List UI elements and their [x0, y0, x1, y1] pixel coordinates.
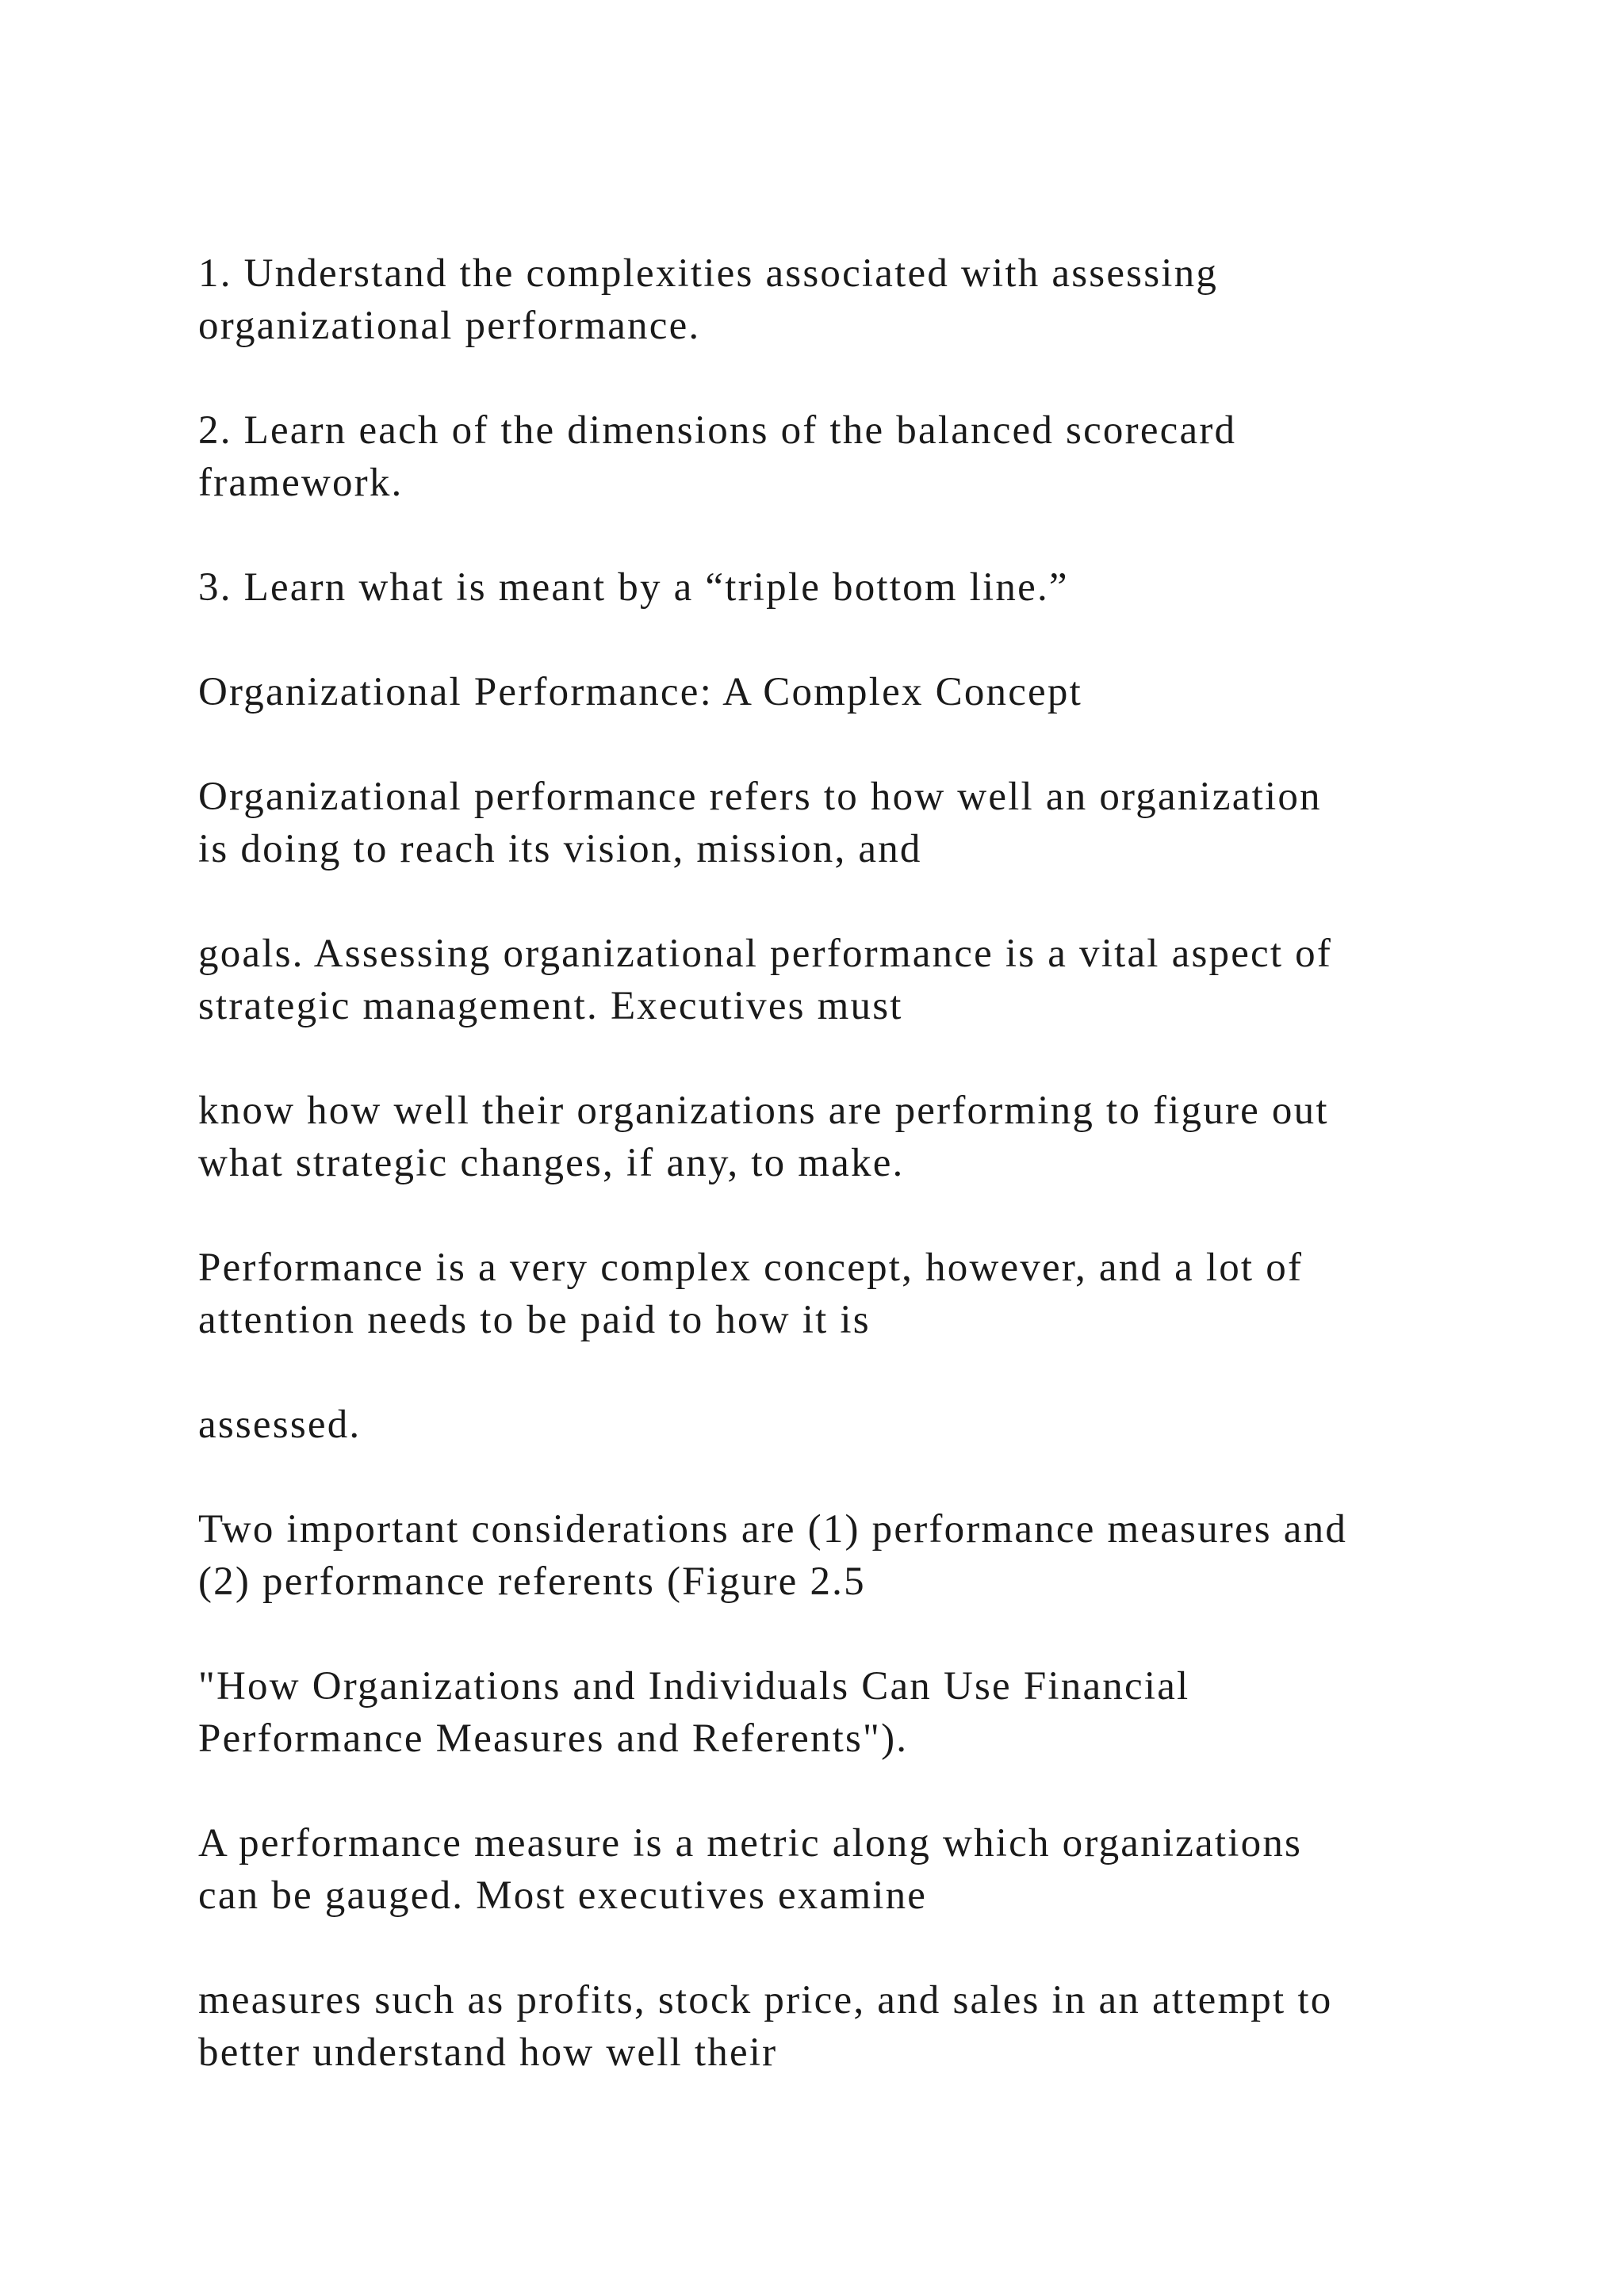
text-line: organizational performance.: [198, 304, 701, 348]
text-line: Organizational performance refers to how well an organization: [198, 775, 1322, 819]
body-paragraph: [198, 928, 1467, 1032]
text-line: Performance Measures and Referents").: [198, 1716, 909, 1761]
learning-objective-3: [198, 561, 1467, 614]
text-line: can be gauged. Most executives examine: [198, 1873, 928, 1918]
text-line: attention needs to be paid to how it is: [198, 1298, 871, 1342]
text-line: is doing to reach its vision, mission, and: [198, 827, 922, 871]
body-paragraph: [198, 1503, 1467, 1608]
document-body: [198, 247, 1467, 2131]
text-line: better understand how well their: [198, 2030, 778, 2075]
figure-reference: [198, 1660, 1467, 1765]
text-line: assessed.: [198, 1402, 362, 1447]
text-line: (2) performance referents (Figure 2.5: [198, 1559, 866, 1604]
text-line: 1. Understand the complexities associated with assessing: [198, 251, 1219, 296]
text-line: 2. Learn each of the dimensions of the balanced scorecard: [198, 408, 1237, 453]
text-line: what strategic changes, if any, to make.: [198, 1141, 905, 1185]
text-line: measures such as profits, stock price, and sales in an attempt to: [198, 1978, 1333, 2022]
text-line: strategic management. Executives must: [198, 984, 903, 1028]
text-line: framework.: [198, 461, 404, 505]
text-line: know how well their organizations are performing to figure out: [198, 1089, 1329, 1133]
text-line: 3. Learn what is meant by a “triple bottom line.”: [198, 565, 1069, 610]
body-paragraph: [198, 771, 1467, 875]
text-line: Performance is a very complex concept, however, and a lot of: [198, 1246, 1304, 1290]
section-heading: [198, 666, 1467, 718]
text-line: "How Organizations and Individuals Can Use Financial: [198, 1664, 1190, 1709]
learning-objective-2: [198, 404, 1467, 509]
body-paragraph: [198, 1242, 1467, 1346]
body-paragraph: [198, 1974, 1467, 2079]
body-paragraph: [198, 1399, 1467, 1451]
text-line: Organizational Performance: A Complex Concept: [198, 670, 1082, 714]
body-paragraph: [198, 1085, 1467, 1189]
learning-objective-1: [198, 247, 1467, 352]
text-line: goals. Assessing organizational performance is a vital aspect of: [198, 932, 1333, 976]
text-line: Two important considerations are (1) performance measures and: [198, 1507, 1348, 1552]
text-line: A performance measure is a metric along which organizations: [198, 1821, 1303, 1866]
body-paragraph: [198, 1817, 1467, 1922]
